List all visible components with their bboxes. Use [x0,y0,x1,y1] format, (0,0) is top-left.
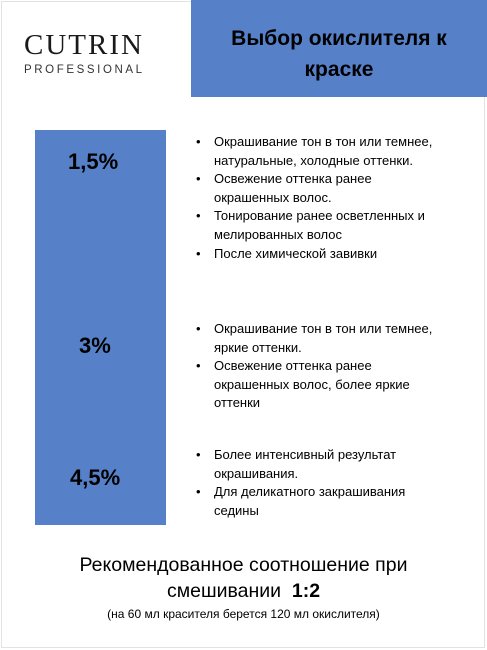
section-3-list [196,446,446,520]
bullet-icon: • [196,484,201,500]
bullet-icon: • [196,358,201,374]
footer-recommendation [0,552,487,604]
list-item: • Освежение оттенка ранее окрашенных волос, более яркие оттенки [196,358,410,411]
percent-label-3: 4,5% [70,465,121,490]
list-item: • Тонирование ранее осветленных и мелированных волос [196,208,425,242]
bullet-icon: • [196,321,201,336]
list-item: • Освежение оттенка ранее окрашенных волос. [196,171,372,205]
list-item: • Более интенсивный результат окрашивания. [196,447,397,481]
bullet-icon: • [196,134,201,149]
list-item: • Окрашивание тон в тон или темнее, натуральные, холодные оттенки. [196,134,433,168]
section-2-list [196,320,446,413]
section-1-list [196,133,446,263]
cutrin-logo [24,30,174,76]
list-item: • После химической завивки [196,245,446,264]
percent-label-2: 3% [79,333,111,358]
footer-note: (на 60 мл красителя берется 120 мл окислителя) [107,607,380,621]
logo-brand: CUTRIN [24,29,144,61]
list-item: • Окрашивание тон в тон или темнее, яркие оттенки. [196,321,433,355]
page-title: Выбор окислителя к краске [231,26,447,81]
title-banner [191,0,487,97]
footer-line-2: смешивании 1:2 [166,580,321,602]
bullet-icon: • [196,208,201,224]
list-item: • Для деликатного закрашивания седины [196,484,406,518]
mix-ratio: 1:2 [291,580,321,602]
bullet-icon: • [196,245,201,261]
bullet-icon: • [196,171,201,187]
bullet-icon: • [196,447,201,462]
percent-label-1: 1,5% [68,149,119,174]
footer-line-1: Рекомендованное соотношение при [79,554,408,576]
logo-subtitle: PROFESSIONAL [24,64,145,76]
